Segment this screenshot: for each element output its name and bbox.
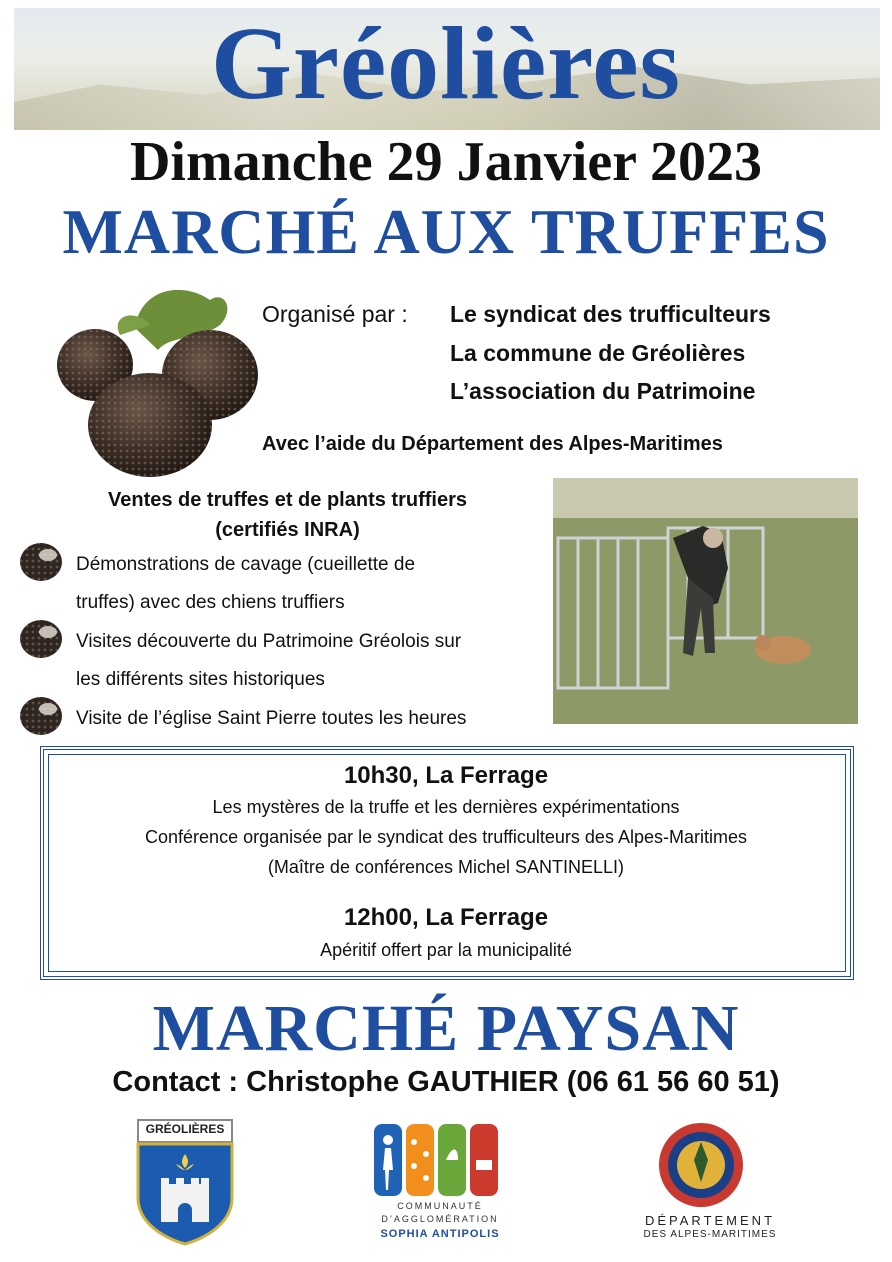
list-item-line: Visites découverte du Patrimoine Gréolois sur — [76, 631, 462, 652]
schedule-line: Apéritif offert par la municipalité — [320, 940, 572, 960]
contact-line: Contact : Christophe GAUTHIER (06 61 56 60 51) — [112, 1066, 780, 1098]
organizer-item: La commune de Gréolières — [450, 340, 746, 366]
page-title: Gréolières — [210, 6, 682, 121]
list-item-line: les différents sites historiques — [76, 669, 325, 690]
casa-logo-text: SOPHIA ANTIPOLIS — [380, 1228, 500, 1240]
list-item-line: Visite de l’église Saint Pierre toutes les heures — [76, 708, 467, 729]
greolieres-logo-text: GRÉOLIÈRES — [145, 1122, 225, 1136]
market-title: MARCHÉ PAYSAN — [152, 992, 740, 1065]
schedule-time: 10h30, La Ferrage — [343, 762, 549, 789]
event-title: MARCHÉ AUX TRUFFES — [62, 196, 830, 267]
casa-logo-text: COMMUNAUTÉ — [397, 1201, 483, 1211]
list-item-line: Démonstrations de cavage (cueillette de — [76, 554, 416, 575]
departement-logo-text: DÉPARTEMENT — [644, 1213, 776, 1228]
sales-line-2: (certifiés INRA) — [215, 519, 360, 541]
schedule-line: Les mystères de la truffe et les dernières expérimentations — [212, 797, 680, 817]
organizer-item: Le syndicat des trufficulteurs — [450, 301, 771, 327]
truffle-illustration — [40, 280, 280, 480]
sales-line-1: Ventes de truffes et de plants truffiers — [108, 489, 467, 511]
greolieres-crest-logo — [136, 1118, 234, 1246]
event-date: Dimanche 29 Janvier 2023 — [129, 131, 763, 193]
casa-logo-text: D’AGGLOMÉRATION — [381, 1214, 499, 1224]
schedule-line: (Maître de conférences Michel SANTINELLI) — [267, 857, 625, 877]
support-line: Avec l’aide du Département des Alpes-Maritimes — [262, 433, 723, 455]
departement-logo-text: DES ALPES-MARITIMES — [643, 1229, 777, 1240]
sales-heading — [30, 485, 545, 545]
svg-text:⚜: ⚜ — [682, 1160, 695, 1176]
organizer-item: L’association du Patrimoine — [450, 378, 756, 404]
truffle-icon — [18, 540, 64, 584]
schedule-line: Conférence organisée par le syndicat des trufficulteurs des Alpes-Maritimes — [145, 827, 747, 847]
organizers-label: Organisé par : — [262, 301, 408, 327]
departement-logo — [656, 1120, 746, 1210]
truffle-hunting-photo — [553, 478, 858, 724]
truffle-icon — [18, 694, 64, 738]
list-item-line: truffes) avec des chiens truffiers — [76, 592, 345, 613]
svg-text:✚: ✚ — [710, 1160, 722, 1176]
casa-logo — [372, 1120, 500, 1200]
truffle-icon — [18, 617, 64, 661]
schedule-time: 12h00, La Ferrage — [343, 904, 549, 931]
